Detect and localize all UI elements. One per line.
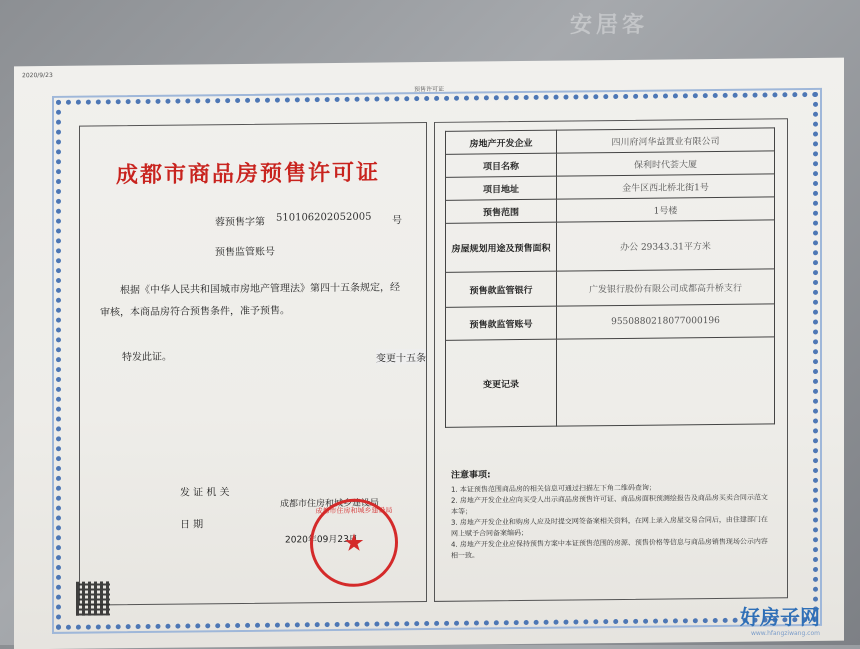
table-row <box>446 337 775 427</box>
row-value <box>557 337 775 426</box>
row-value: 金牛区西北桥北街1号 <box>557 174 775 199</box>
row-value: 四川府河华益置业有限公司 <box>557 128 775 153</box>
note-item: 2. 房地产开发企业应向买受人出示商品房预售许可证、商品房面积预测绘报告及商品房买卖合同示范文本等； <box>451 493 768 516</box>
row-key: 预售款监管账号 <box>446 306 557 340</box>
table-row <box>446 174 775 200</box>
issue-date: 2020年09月23日 <box>285 534 358 546</box>
row-value: 办公 29343.31平方米 <box>557 220 775 271</box>
brand-url: www.hfangziwang.com <box>750 630 820 637</box>
note-item: 4. 房地产开发企业应保持预售方案中本证预售范围的房源、预售价格等信息与商品房销售现场公示内容相一致。 <box>451 537 768 560</box>
table-row <box>446 269 775 307</box>
official-seal <box>310 498 398 587</box>
right-panel <box>434 118 788 602</box>
row-key: 房地产开发企业 <box>446 130 557 154</box>
print-date: 2020/9/23 <box>22 71 53 80</box>
brand-name: 好房子网 <box>740 605 820 629</box>
date-label: 日 期 <box>180 519 204 531</box>
number-prefix: 蓉预售字第 <box>215 216 265 229</box>
row-key: 预售范围 <box>446 199 557 223</box>
account-label: 预售监管账号 <box>215 246 275 259</box>
row-key: 预售款监管银行 <box>446 271 557 307</box>
notes-title: 注意事项: <box>451 470 491 481</box>
note-item: 3. 房地产开发企业和购房人应及时提交网签备案相关资料，在网上录入房屋交易合同后，由住建部门在网上赋予合同备案编码； <box>451 515 768 538</box>
row-key: 项目地址 <box>446 176 557 200</box>
table-row <box>446 304 775 340</box>
table-row <box>446 151 775 177</box>
issuer-label: 发 证 机 关 <box>180 487 230 499</box>
header-tiny-text: 预售许可证 <box>414 85 445 94</box>
star-icon: ★ <box>343 528 365 557</box>
change-note: 变更十五条 <box>376 349 426 365</box>
row-key: 变更记录 <box>446 339 557 427</box>
notes-section <box>451 467 773 561</box>
certificate-body: 根据《中华人民共和国城市房地产管理法》第四十五条规定，经审核，本商品房符合预售条件，准予预售。 <box>100 282 400 319</box>
table-row <box>446 128 775 154</box>
info-table <box>445 127 775 427</box>
number-suffix: 号 <box>392 215 402 227</box>
special-text: 特发此证。 <box>122 351 172 364</box>
issuer-name: 成都市住房和城乡建设局 <box>280 498 380 510</box>
top-watermark: 安居客 <box>570 13 649 38</box>
note-item: 1. 本证预售范围商品房的相关信息可通过扫描左下角二维码查询； <box>451 483 656 494</box>
certificate-number: 510106202052005 <box>276 211 372 224</box>
row-value: 1号楼 <box>557 197 775 222</box>
row-value: 9550880218077000196 <box>557 304 775 339</box>
certificate-title: 成都市商品房预售许可证 <box>115 159 380 189</box>
table-row <box>446 197 775 223</box>
row-value: 保利时代荟大厦 <box>557 151 775 176</box>
brand-watermark <box>740 601 820 637</box>
row-value: 广发银行股份有限公司成都高升桥支行 <box>557 269 775 306</box>
row-key: 项目名称 <box>446 153 557 177</box>
left-panel <box>79 122 427 606</box>
certificate-paper <box>14 58 844 649</box>
row-key: 房屋规划用途及预售面积 <box>446 222 557 272</box>
qr-code[interactable] <box>76 581 110 615</box>
seal-text: 成都市住房和城乡建设局 <box>315 506 393 516</box>
table-row <box>446 220 775 272</box>
